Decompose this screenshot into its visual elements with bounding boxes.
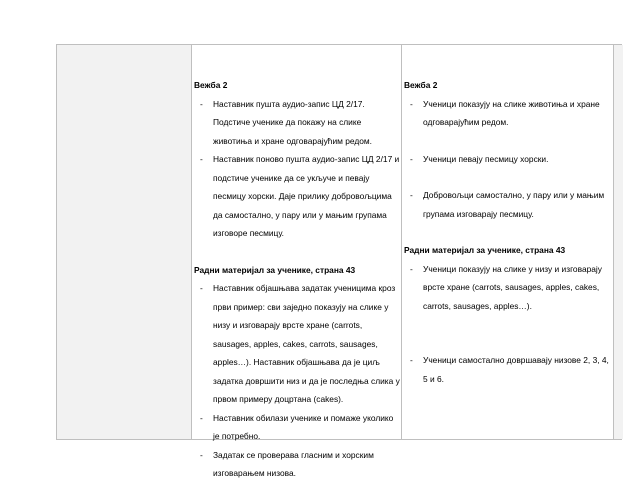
dash-bullet: - — [410, 190, 413, 200]
dash-bullet: - — [410, 355, 413, 365]
dash-bullet: - — [200, 154, 203, 164]
dash-bullet: - — [200, 283, 203, 293]
student-activities-cell — [404, 76, 610, 388]
left-shaded-column — [57, 45, 191, 439]
dash-bullet: - — [200, 412, 203, 423]
list-item: - Наставник објашњава задатак ученицима кроз први пример: сви заједно показују на слике у низу и изговарају врсте хране (carrots, sausages, apples, cakes, carrots, sausages, apples…). Наставник објашњава да је циљ задатка довршити низ и да је последња слика у првом примеру доцртана (cakes). — [194, 279, 402, 409]
worksheet-heading: Радни материјал за ученике, страна 43 — [404, 245, 566, 255]
list-item: - Наставник поново пушта аудио-запис ЦД 2/17 и подстиче ученике да се укључе и певају песмицу хорски. Даје прилику добровољцима да самостално, у пару или у мањим групама изговоре песмицу. — [194, 150, 402, 243]
teacher-activities-cell — [194, 76, 402, 483]
list-item: - Задатак се проверава гласним и хорским изговарањем низова. — [194, 446, 402, 483]
exercise-2-heading: Вежба 2 — [194, 80, 228, 90]
dash-bullet: - — [410, 153, 413, 164]
lesson-table — [56, 44, 622, 478]
list-item: - Ученици самостално довршавају низове 2, 3, 4, 5 и 6. — [404, 351, 610, 388]
dash-bullet: - — [410, 263, 413, 274]
list-item: - Наставник обилази ученике и помаже уколико је потребно. — [194, 409, 402, 446]
dash-bullet: - — [410, 98, 413, 109]
exercise-2-heading: Вежба 2 — [404, 80, 438, 90]
list-item: - Добровољци самостално, у пару или у мањим групама изговарају песмицу. — [404, 186, 610, 223]
column-divider — [191, 45, 192, 439]
dash-bullet: - — [200, 449, 203, 460]
list-item: - Наставник пушта аудио-запис ЦД 2/17. Подстиче ученике да покажу на слике животиња и хране одговарајућим редом. — [194, 95, 402, 151]
list-item: - Ученици показују на слике у низу и изговарају врсте хране (carrots, sausages, apples, cakes, carrots, sausages, apples…). — [404, 260, 610, 316]
dash-bullet: - — [200, 98, 203, 109]
right-narrow-column — [613, 45, 623, 439]
column-divider — [613, 45, 614, 439]
list-item: - Ученици показују на слике животиња и хране одговарајућим редом. — [404, 95, 610, 132]
list-item: - Ученици певају песмицу хорски. — [404, 150, 610, 169]
worksheet-heading: Радни материјал за ученике, страна 43 — [194, 264, 356, 275]
